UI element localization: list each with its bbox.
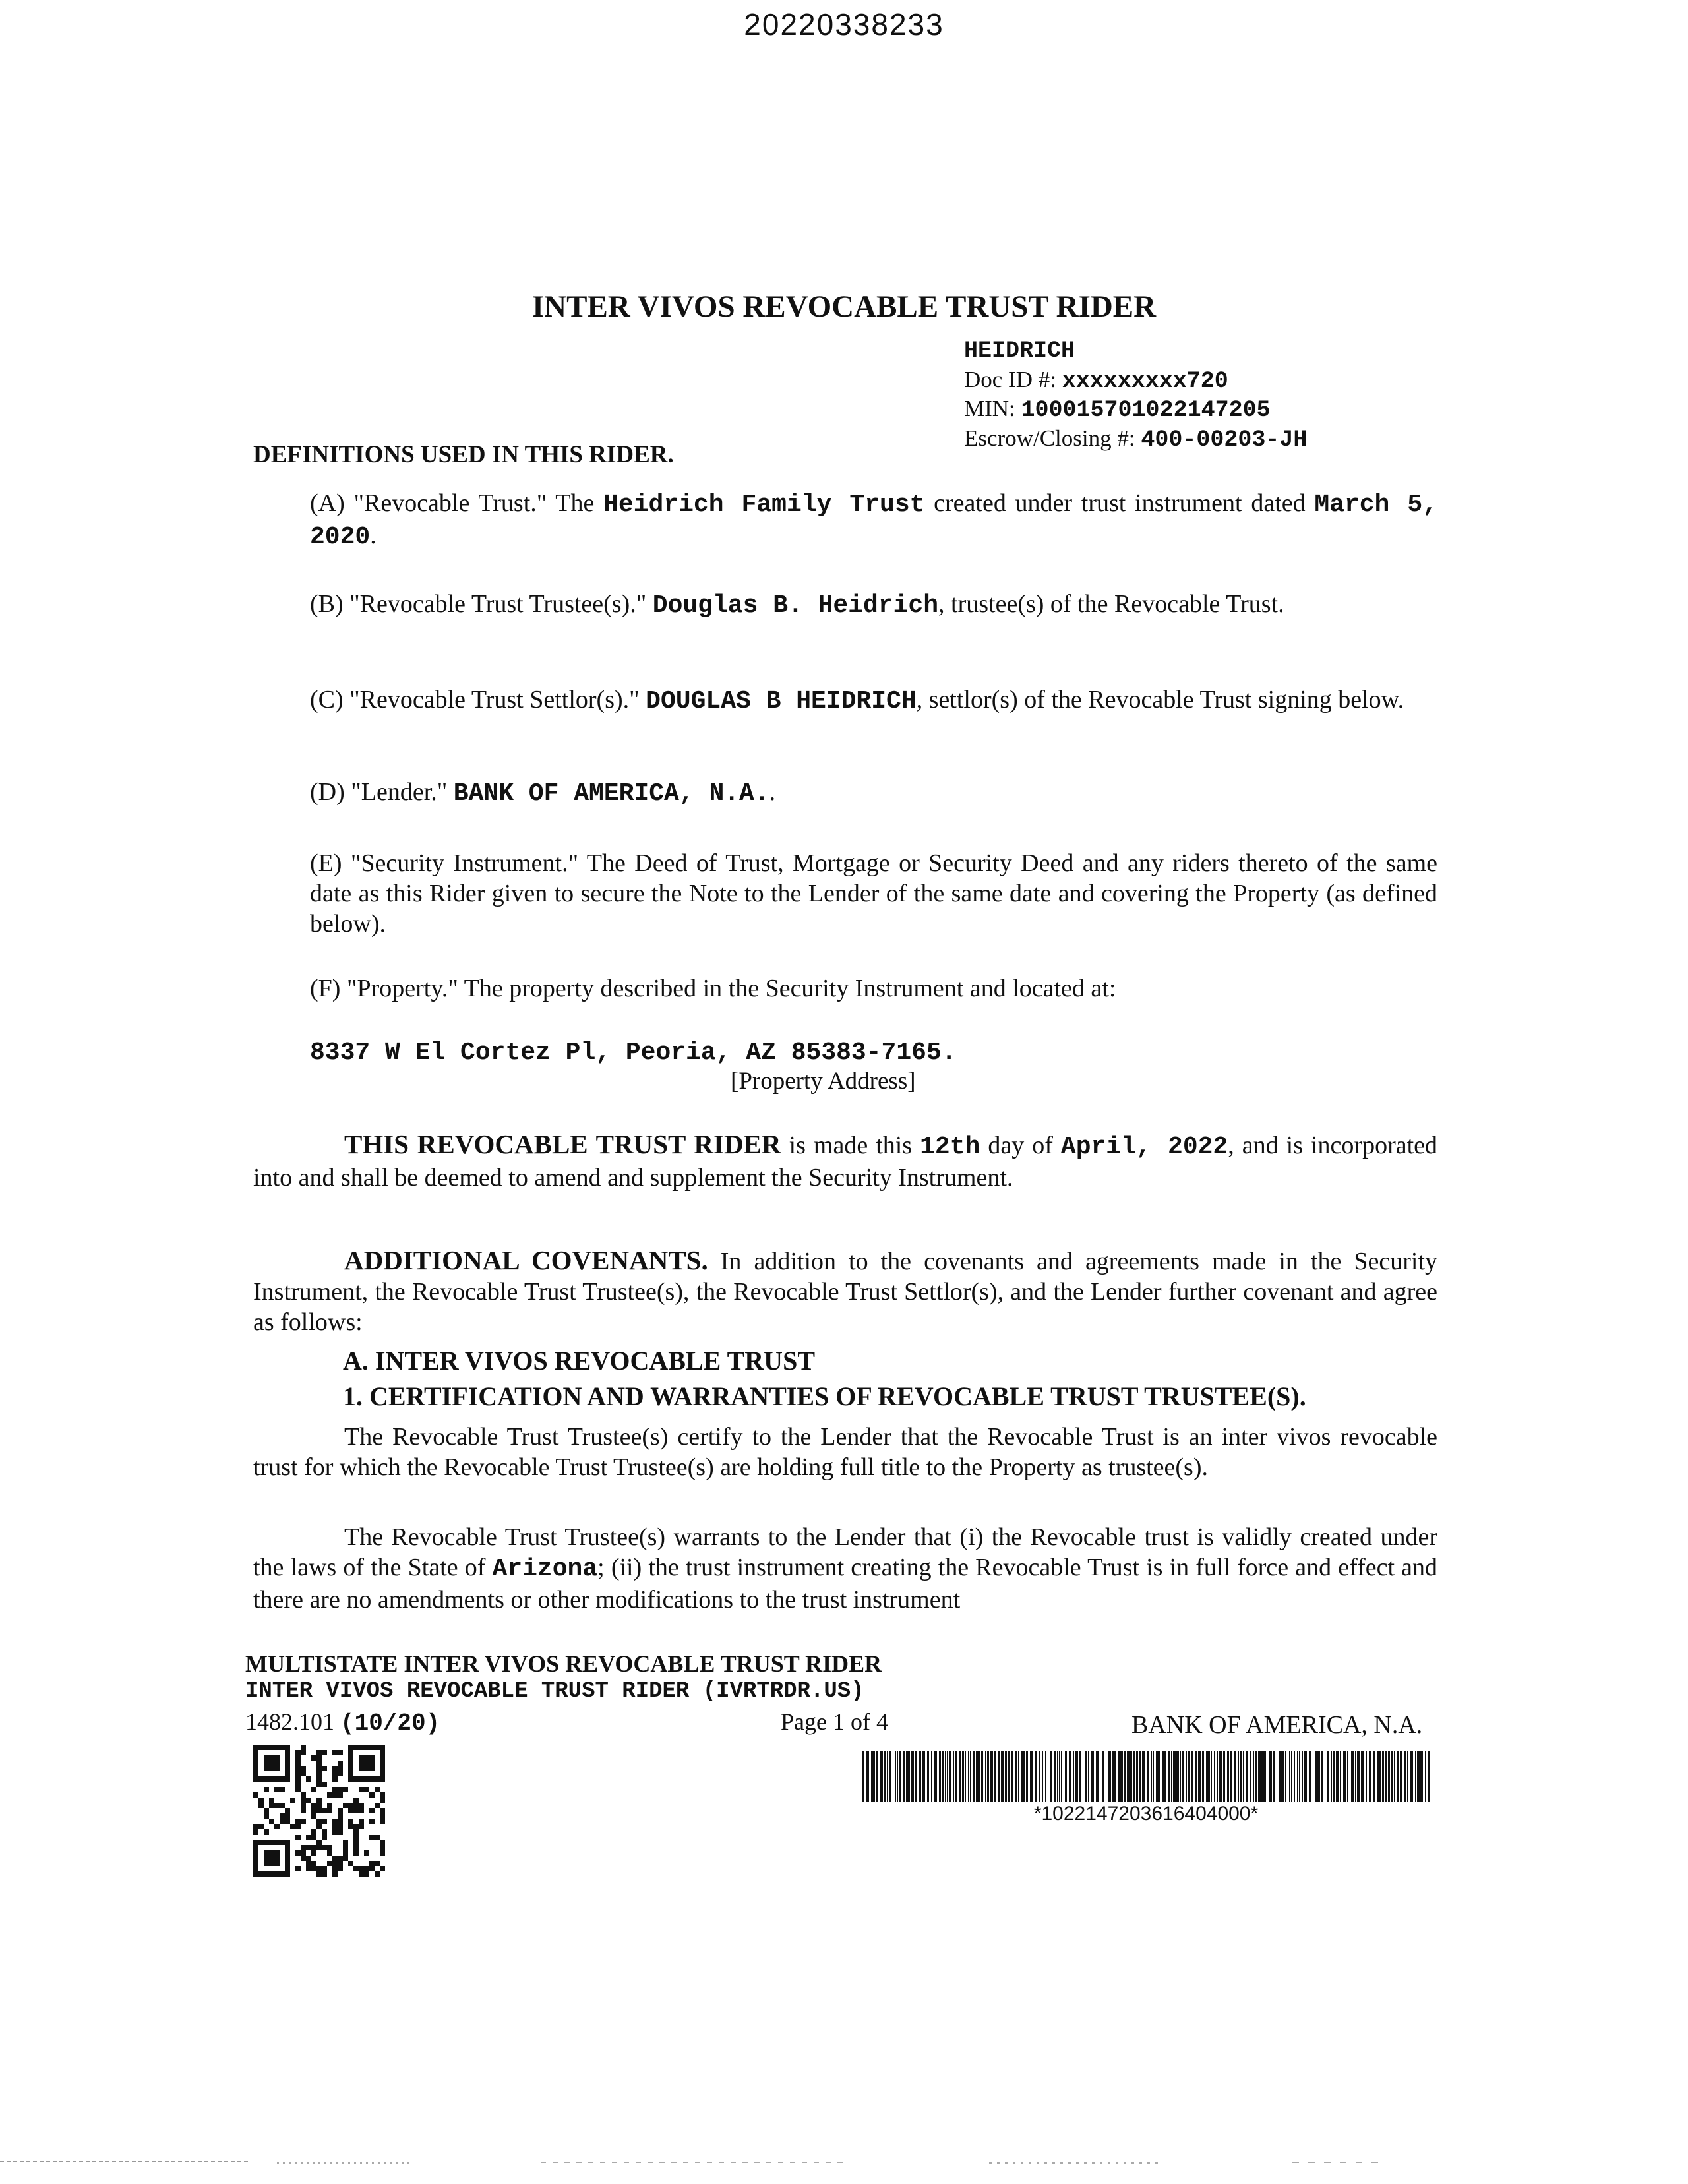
definition-c-text: (C) "Revocable Trust Settlor(s)."	[310, 686, 646, 713]
footer-lender: BANK OF AMERICA, N.A.	[1131, 1711, 1423, 1739]
definition-a	[310, 488, 1437, 553]
form-date: (10/20)	[340, 1710, 440, 1737]
definition-a-text-2: created under trust instrument dated	[924, 489, 1315, 517]
property-address-label: [Property Address]	[731, 1068, 916, 1095]
rider-month-year: April, 2022	[1060, 1133, 1228, 1161]
definition-f: (F) "Property." The property described in the Security Instrument and located at:	[310, 975, 1116, 1002]
scan-artifact	[0, 2156, 1688, 2169]
page-number: Page 1 of 4	[781, 1709, 888, 1735]
barcode	[862, 1751, 1430, 1802]
definition-c	[310, 684, 1437, 717]
doc-id-value: xxxxxxxxx720	[1062, 368, 1228, 394]
definition-b-text: (B) "Revocable Trust Trustee(s)."	[310, 590, 653, 618]
lender-name: BANK OF AMERICA, N.A.	[453, 779, 769, 808]
min-line	[964, 394, 1271, 425]
definition-c-end: , settlor(s) of the Revocable Trust signing below.	[916, 686, 1404, 713]
form-subtitle: INTER VIVOS REVOCABLE TRUST RIDER (IVRTRDR.US)	[245, 1679, 864, 1704]
settlor-name: DOUGLAS B HEIDRICH	[646, 687, 917, 715]
escrow-label: Escrow/Closing #:	[964, 425, 1135, 451]
rider-statement-end: , and is incorporated into and shall be deemed to amend and supplement the Security Instrument.	[253, 1132, 1438, 1192]
section-1-heading: 1. CERTIFICATION AND WARRANTIES OF REVOCABLE TRUST TRUSTEE(S).	[343, 1381, 1306, 1411]
trust-name: Heidrich Family Trust	[603, 491, 925, 519]
certification-paragraph: The Revocable Trust Trustee(s) certify to the Lender that the Revocable Trust is an inter vivos revocable trust for which the Revocable Trust Trustee(s) are holding full title to the Property as trustee(s).	[253, 1423, 1437, 1481]
barcode-number: *1022147203616404000*	[1033, 1803, 1259, 1825]
borrower-name: HEIDRICH	[964, 338, 1075, 364]
rider-statement-text-2: day of	[980, 1132, 1061, 1159]
qr-code	[253, 1745, 385, 1877]
rider-day: 12th	[920, 1133, 980, 1161]
form-number: 1482.101	[245, 1709, 334, 1735]
recording-number: 20220338233	[744, 7, 944, 42]
definitions-heading: DEFINITIONS USED IN THIS RIDER.	[253, 441, 674, 468]
property-address: 8337 W El Cortez Pl, Peoria, AZ 85383-7165.	[310, 1039, 957, 1067]
rider-statement-lead: THIS REVOCABLE TRUST RIDER	[344, 1129, 781, 1159]
trust-state: Arizona	[492, 1555, 598, 1583]
additional-covenants	[253, 1245, 1437, 1337]
definition-b	[310, 589, 1437, 621]
min-value: 100015701022147205	[1021, 397, 1271, 423]
document-title: INTER VIVOS REVOCABLE TRUST RIDER	[531, 289, 1157, 324]
definition-a-end: .	[370, 522, 377, 549]
definition-d-text: (D) "Lender."	[310, 778, 454, 806]
warranty-paragraph	[253, 1522, 1437, 1615]
escrow-line	[964, 424, 1307, 454]
doc-id-line	[964, 365, 1228, 396]
warranty-text: The Revocable Trust Trustee(s) warrants to the Lender that (i) the Revocable trust is validly created under the laws of the State of	[253, 1523, 1437, 1581]
escrow-value: 400-00203-JH	[1141, 427, 1308, 453]
trust-date: March 5, 2020	[310, 491, 1437, 551]
additional-covenants-lead: ADDITIONAL COVENANTS.	[344, 1245, 708, 1275]
trustee-name: Douglas B. Heidrich	[652, 592, 939, 620]
definition-d-end: .	[769, 778, 776, 806]
definition-e: (E) "Security Instrument." The Deed of Trust, Mortgage or Security Deed and any riders thereto of the same date as this Rider given to secure the Note to the Lender of the same date and covering the Property (as defined below).	[310, 849, 1437, 938]
form-number-line	[245, 1708, 440, 1737]
additional-covenants-text: In addition to the covenants and agreements made in the Security Instrument, the Revocable Trust Trustee(s), the Revocable Trust Settlor(s), and the Lender further covenant and agree as follows:	[253, 1248, 1437, 1336]
warranty-text-end: ; (ii) the trust instrument creating the Revocable Trust is in full force and effect and there are no amendments or other modifications to the trust instrument	[253, 1554, 1438, 1614]
section-a-heading: A. INTER VIVOS REVOCABLE TRUST	[343, 1346, 815, 1376]
doc-id-label: Doc ID #:	[964, 367, 1056, 392]
min-label: MIN:	[964, 396, 1015, 421]
definition-a-text: (A) "Revocable Trust." The	[310, 489, 604, 517]
definition-b-end: , trustee(s) of the Revocable Trust.	[938, 590, 1284, 618]
definition-d	[310, 777, 1437, 809]
form-title: MULTISTATE INTER VIVOS REVOCABLE TRUST RIDER	[245, 1651, 882, 1677]
rider-statement	[253, 1129, 1437, 1193]
rider-statement-text: is made this	[781, 1132, 920, 1159]
